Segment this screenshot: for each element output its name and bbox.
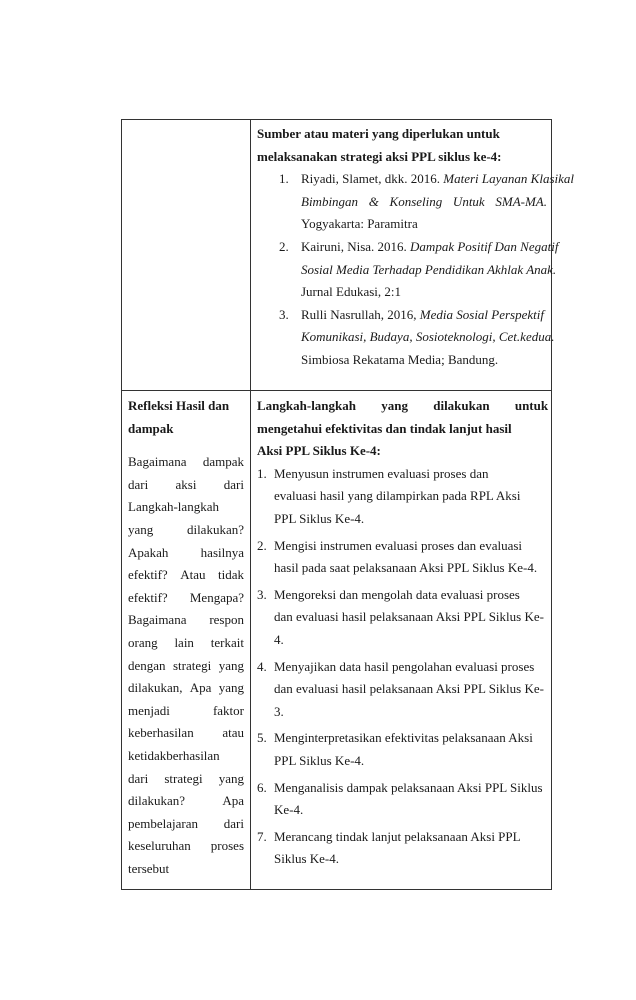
question-line: tersebut [128,860,170,876]
reference-item-3 [257,304,555,372]
question-line: dengan strategi yang [128,657,244,673]
reference-title: Materi Layanan Klasikal [443,171,574,187]
reference-text: Kairuni, Nisa. 2016. [301,238,411,254]
step-number: 4. [257,658,267,674]
step-number: 7. [257,828,267,844]
question-line: dari strategi yang [128,770,244,786]
reflection-table [121,119,574,890]
steps-heading-line2: mengetahui efektivitas dan tindak lanjut hasil [257,420,512,436]
step-item [257,463,547,535]
step-text: Merancang tindak lanjut pelaksanaan Aksi PPL [274,828,521,844]
step-number: 1. [257,465,267,481]
resources-heading-text: Sumber atau materi yang diperlukan untuk [257,126,500,141]
resources-heading-line1 [257,123,547,146]
step-text: Menyusun instrumen evaluasi proses dan [274,465,489,481]
question-line: dari aksi dari [128,476,244,492]
reflection-label-cell [128,395,244,880]
steps-list [257,463,547,871]
question-line: ketidakberhasilan [128,747,220,763]
steps-heading-line3: Aksi PPL Siklus Ke-4: [257,443,381,459]
row-divider [122,390,551,391]
step-text: Menganalisis dampak pelaksanaan Aksi PPL Siklus [274,779,543,795]
reference-publisher: Jurnal Edukasi, 2:1 [301,284,402,300]
step-text: Mengisi instrumen evaluasi proses dan evaluasi [274,537,523,553]
step-item [257,535,547,584]
reference-title-cont: Bimbingan & Konseling Untuk SMA-MA. [301,193,547,209]
question-line: efektif? Atau tidak [128,567,244,583]
step-item [257,727,547,776]
step-text-cont: evaluasi hasil yang dilampirkan pada RPL Aksi [274,488,521,504]
reference-publisher: Simbiosa Rekatama Media; Bandung. [301,351,499,367]
question-line: dilakukan, Apa yang [128,680,244,696]
step-text-cont: hasil pada saat pelaksanaan Aksi PPL Siklus Ke-4. [274,560,538,576]
reference-number: 1. [279,171,289,187]
question-line: Langkah-langkah [128,499,219,515]
reference-title-cont: Sosial Media Terhadap Pendidikan Akhlak Anak. [301,261,557,277]
question-line: keberhasilan atau [128,725,244,741]
question-line: menjadi faktor [128,702,244,718]
step-text-cont: dan evaluasi hasil pelaksanaan Aksi PPL Siklus Ke- [274,681,544,697]
question-line: efektif? Mengapa? [128,589,244,605]
step-text-cont: dan evaluasi hasil pelaksanaan Aksi PPL Siklus Ke- [274,609,544,625]
step-text-cont: Ke-4. [274,802,304,818]
step-text-cont: Siklus Ke-4. [274,851,339,867]
reference-publisher: Yogyakarta: Paramitra [301,216,418,232]
reflection-title-line1: Refleksi Hasil dan [128,398,230,413]
step-item [257,777,547,826]
step-item [257,656,547,728]
question-line: Bagaimana dampak [128,454,244,470]
step-text: Menyajikan data hasil pengolahan evaluasi proses [274,658,535,674]
reflection-title-line2: dampak [128,420,174,436]
reference-item-2 [257,236,559,304]
reflection-questions [128,451,244,880]
question-line: Apakah hasilnya [128,544,244,560]
reference-item-1 [257,168,574,236]
step-text-cont: PPL Siklus Ke-4. [274,510,365,526]
question-line: Bagaimana respon [128,612,244,628]
question-line: yang dilakukan? [128,521,244,537]
steps-cell [257,395,547,871]
step-text-cont: 4. [274,631,284,647]
step-item [257,826,547,871]
step-text: Mengoreksi dan mengolah data evaluasi proses [274,586,520,602]
resources-heading-line2: melaksanakan strategi aksi PPL siklus ke-4: [257,148,502,164]
column-divider [250,120,251,889]
steps-heading-line1: Langkah-langkah yang dilakukan untuk [257,398,549,413]
question-line: dilakukan? Apa [128,793,244,809]
step-number: 6. [257,779,267,795]
step-number: 5. [257,730,267,746]
reference-number: 3. [279,306,289,322]
step-number: 3. [257,586,267,602]
step-text: Menginterpretasikan efektivitas pelaksanaan Aksi [274,730,533,746]
reference-title: Media Sosial Perspektif [419,306,544,322]
reference-title: Dampak Positif Dan Negatif [410,238,559,254]
question-line: pembelajaran dari [128,815,244,831]
step-item [257,584,547,656]
question-line: orang lain terkait [128,634,244,650]
resources-cell [257,123,574,372]
reference-text: Riyadi, Slamet, dkk. 2016. [301,171,444,187]
reference-text: Rulli Nasrullah, 2016, [301,306,420,322]
reference-number: 2. [279,238,289,254]
step-number: 2. [257,537,267,553]
step-text-cont: PPL Siklus Ke-4. [274,752,365,768]
step-text-cont: 3. [274,703,284,719]
question-line: keseluruhan proses [128,838,244,854]
reference-title-cont: Komunikasi, Budaya, Sosioteknologi, Cet.kedua. [301,329,555,345]
